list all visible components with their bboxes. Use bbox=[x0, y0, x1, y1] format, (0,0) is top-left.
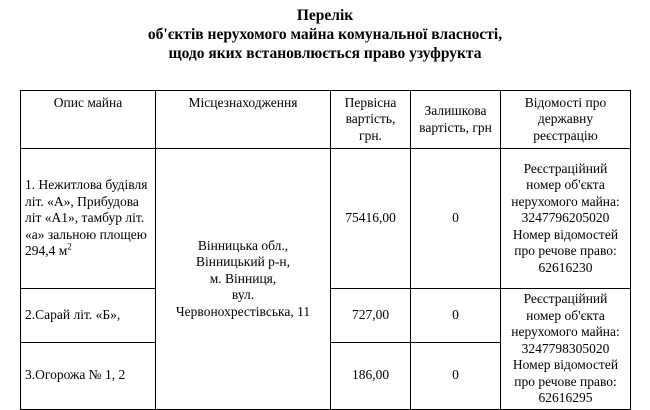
header-residual-value: Залишкова вартість, грн bbox=[411, 91, 501, 149]
row-1-description bbox=[21, 149, 156, 289]
title-line-2: об'єктів нерухомого майна комунальної власності, bbox=[147, 26, 503, 43]
header-registration: Відомості про державну реєстрацію bbox=[501, 91, 631, 149]
table-row bbox=[21, 149, 631, 289]
registration-1-number: 3247796205020 bbox=[521, 210, 610, 226]
row-1-description-text: 1. Нежитлова будівля літ. «А», Прибудова літ «А1», тамбур літ. «а» зальною площею 294,4 м bbox=[25, 177, 148, 259]
property-table bbox=[20, 90, 631, 410]
registration-1-line2: Номер відомостей про речове право: bbox=[512, 226, 619, 259]
registration-1-line1: Реєстраційний номер об'єкта нерухомого майна: bbox=[511, 160, 620, 209]
registration-cell-1 bbox=[501, 149, 631, 289]
row-3-initial-value: 186,00 bbox=[331, 342, 411, 409]
registration-2-line1: Реєстраційний номер об'єкта нерухомого майна: bbox=[511, 291, 620, 339]
header-location: Місцезнаходження bbox=[156, 91, 331, 149]
registration-2-number: 3247798305020 bbox=[521, 340, 610, 356]
location-line-4: вул. bbox=[231, 287, 255, 302]
row-1-residual-value: 0 bbox=[411, 149, 501, 289]
row-3-residual-value: 0 bbox=[411, 342, 501, 409]
registration-cell-2 bbox=[501, 289, 631, 410]
row-2-residual-value: 0 bbox=[411, 289, 501, 343]
table-header-row bbox=[21, 91, 631, 149]
row-1-initial-value: 75416,00 bbox=[331, 149, 411, 289]
row-2-description: 2.Сарай літ. «Б», bbox=[21, 289, 156, 343]
row-1-description-sup: 2 bbox=[67, 241, 72, 252]
location-cell bbox=[156, 149, 331, 410]
location-line-5: Червонохрестівська, 11 bbox=[175, 303, 311, 319]
title-line-3: щодо яких встановлюється право узуфрукта bbox=[168, 45, 482, 62]
row-2-initial-value: 727,00 bbox=[331, 289, 411, 343]
header-description: Опис майна bbox=[21, 91, 156, 149]
location-line-1: Вінницька обл., bbox=[197, 237, 289, 253]
header-initial-value: Первісна вартість, грн. bbox=[331, 91, 411, 149]
location-line-3: м. Вінниця, bbox=[209, 270, 277, 286]
registration-2-line2: Номер відомостей про речове право: bbox=[512, 357, 619, 389]
registration-1-right-number: 62616230 bbox=[538, 259, 593, 275]
document-title bbox=[0, 6, 650, 63]
title-line-1: Перелік bbox=[296, 7, 354, 24]
location-line-2: Вінницький р-н, bbox=[195, 254, 291, 269]
row-3-description: 3.Огорожа № 1, 2 bbox=[21, 342, 156, 409]
registration-2-right-number: 62616295 bbox=[538, 390, 593, 405]
